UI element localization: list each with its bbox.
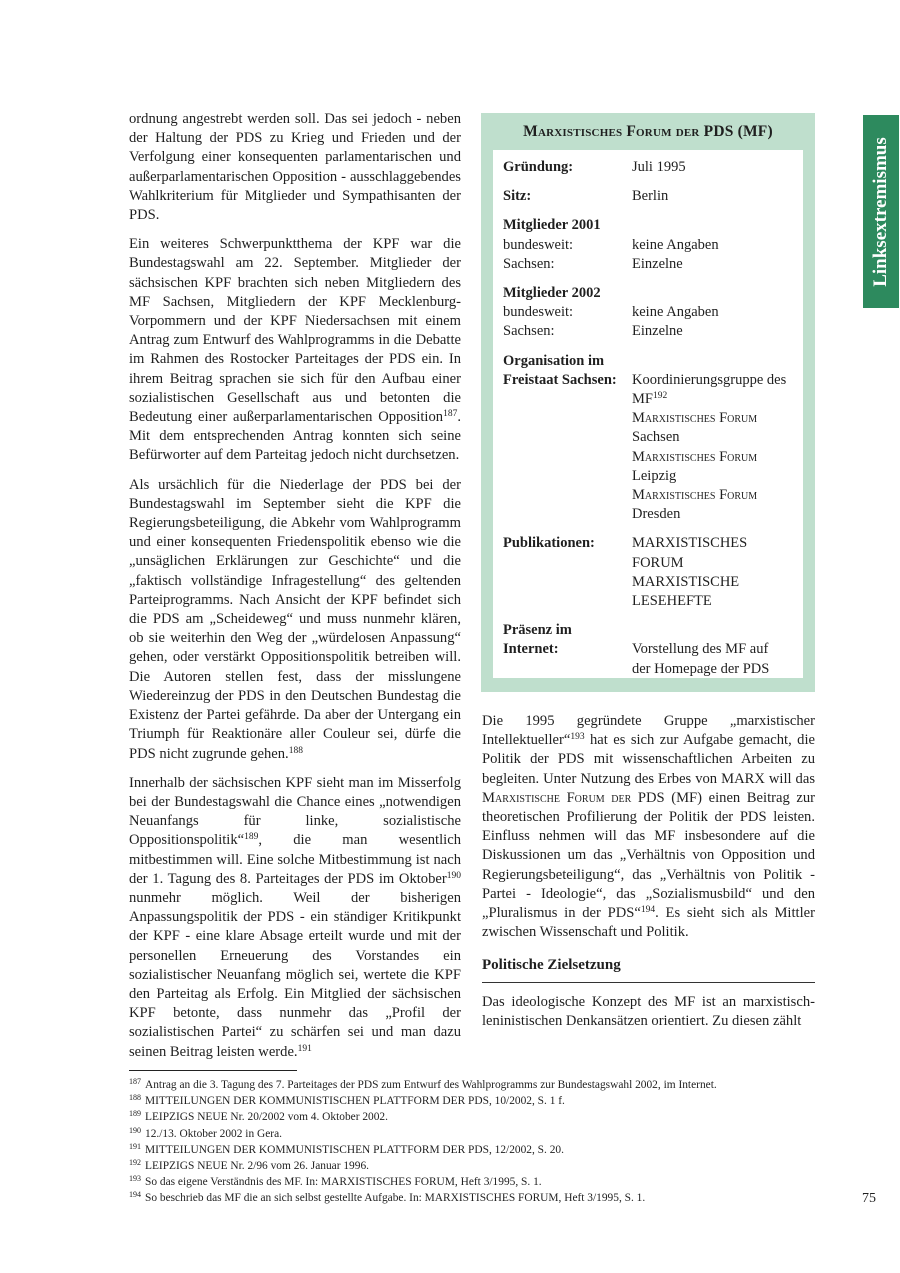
footnote-ref: 194 (640, 905, 656, 916)
section-heading: Politische Zielsetzung (482, 956, 815, 982)
field-label: Gründung: (503, 159, 574, 175)
section-label: Mitglieder 2002 (503, 285, 601, 302)
field-label: Publikationen: (503, 535, 595, 552)
field-label: Sachsen: (503, 255, 555, 272)
footnote: $^{190}$ 12./13. Oktober 2002 in Gera. (129, 1125, 282, 1140)
footnote: $^{193}$ So das eigene Verständnis des MF. In: MARXISTISCHES FORUM, Heft 3/1995, S. 1. (129, 1174, 542, 1189)
paragraph: Als ursächlich für die Niederlage der PDS bei der Bundestagswahl im September sieht die KPF die Regierungsbeteiligung, die Abkehr vom Wahlprogramm und einer konsequenten Friedenspolitik ebenso wie die „unsäglichen Erklärungen zur Geschichte“ und die „faktisch vollständige Infragestellung“ des geltenden Parteiprogramms. Nach Ansicht der KPF befindet sich die PDS am „Scheideweg“ und muss nunmehr klären, ob sie weiterhin den Weg der „würdelosen Anpassung“ gehen, oder verstärkt Oppositionspolitik betreiben will. Die Autoren stellen fest, dass der misslungene Wiedereinzug der PDS in den Deutschen Bundestag die Existenz der Partei gefährde. Da aber der Untergang ein Triumph für Reaktionäre aller Couleur sei, dürfe die PDS nicht zugrunde gehen.$^{188}$ (129, 476, 461, 762)
footnotes (129, 1077, 829, 1207)
chapter-tab-label: Linksextremismus (870, 136, 891, 287)
footnote-ref: 190 (446, 870, 461, 881)
info-table (503, 158, 793, 679)
paragraph: ordnung angestrebt werden soll. Das sei jedoch - neben der Haltung der PDS zu Krieg und Frieden und der Verfolgung einer konsequenten parlamentarischen und außerparlamentarischen Opposition - ausschlaggebendes Wahlkriterium für Mitglieder und Sympathisanten der PDS. (129, 111, 461, 224)
paragraph: Das ideologische Konzept des MF ist an marxistisch-leninistischen Denkansätzen orientiert. Zu diesen zählt (482, 993, 815, 1029)
field-value: Berlin (632, 188, 669, 205)
right-column (482, 712, 815, 1031)
field-value: Einzelne (632, 323, 683, 340)
footnote-ref: 187 (443, 409, 458, 420)
field-value: keine Angaben (632, 236, 719, 253)
paragraph: Ein weiteres Schwerpunktthema der KPF war die Bundestagswahl am 22. September. Mitglieder der sächsischen KPF brachten sich neben Mitgliedern des MF Sachsen, Mitgliedern der KPF Mecklenburg-Vorpommern und der KPF Niedersachsen mit einem Antrag zum Entwurf des Wahlprogramms in die Debatte im Rahmen des Rostocker Parteitages der PDS ein. In ihrem Beitrag sprachen sie sich für den Aufbau einer sozialistischen Gesellschaft aus und betonten die Bedeutung einer außerparlamentarischen Opposition$^{187}$. Mit dem entsprechenden Antrag konnten sich seine Befürworter auf dem Parteitag jedoch nicht durchsetzen. (129, 236, 461, 464)
section-label: Mitglieder 2001 (503, 217, 601, 234)
footnote-ref: 191 (297, 1043, 312, 1054)
paragraph: Die 1995 gegründete Gruppe „marxistischer Intellektueller“$^{193}$ hat es sich zur Aufgabe gemacht, die Politik der PDS mit wissenschaftlichen Arbeiten zu begleiten. Unter Nutzung des Erbes von MARX will das Marxistische Forum der PDS (MF) einen Beitrag zur theoretischen Profilierung der Politik der PDS leisten. Einfluss nehmen will das MF insbesondere auf die Diskussionen um das „Verhältnis von Opposition und Regierungsbeteiligung“, das „Verhältnis von Politik - Partei - Ideologie“, das „Sozialismusbild“ und den „Pluralismus in der PDS“$^{194}$. Es sieht sich als Mittler zwischen Wissenschaft und Politik. (482, 713, 815, 941)
footnote-ref: 193 (570, 732, 585, 743)
info-box-content (493, 150, 803, 678)
chapter-tab (863, 115, 899, 308)
field-value: Vorstellung des MF auf der Homepage der PDS (632, 641, 770, 677)
field-label: Sachsen: (503, 323, 555, 340)
footnote: $^{187}$ Antrag an die 3. Tagung des 7. Parteitages der PDS zum Entwurf des Wahlprogramms zur Bundestagswahl 2002, im Internet. (129, 1077, 717, 1091)
footnote-divider (129, 1070, 297, 1071)
footnote-ref: 188 (288, 745, 303, 756)
paragraph: Innerhalb der sächsischen KPF sieht man im Misserfolg bei der Bundestagswahl die Chance eines „notwendigen Neuanfangs für linke, sozialistische Oppositionspolitik“$^{189}$, die man wesentlich mitbestimmen will. Eine solche Mitbestimmung ist nach der 1. Tagung des 8. Parteitages der PDS im Oktober$^{190}$ nunmehr möglich. Weil der bisherigen Anpassungspolitik der PDS - ein ständiger Kritikpunkt der KPF - eine klare Absage erteilt wurde und mit der personellen Erneuerung des Vorstandes ein sozialistischer Neuanfang möglich sei, wertete die KPF den Parteitag als Erfolg. Ein Mitglied der sächsischen KPF betonte, dass nunmehr das „Profil der sozialistischen Partei“ zu schärfen sei und man dazu seinen Beitrag leisten werde.$^{191}$ (129, 774, 461, 1060)
info-box (481, 113, 815, 692)
footnote: $^{189}$ LEIPZIGS NEUE Nr. 20/2002 vom 4. Oktober 2002. (129, 1109, 388, 1124)
field-label: Sitz: (503, 188, 532, 205)
field-value: Einzelne (632, 255, 683, 272)
page-number: 75 (862, 1191, 876, 1206)
footnote: $^{192}$ LEIPZIGS NEUE Nr. 2/96 vom 26. Januar 1996. (129, 1158, 369, 1173)
footnote-ref: 192 (652, 391, 668, 402)
field-value: Koordinierungsgruppe des MF$^{192}$ Marxistisches Forum Sachsen Marxistisches Forum Leipzig Marxistisches Forum Dresden (632, 371, 787, 523)
info-box-title: Marxistisches Forum der PDS (MF) (523, 123, 773, 140)
footnote-ref: 189 (244, 832, 259, 843)
field-label: bundesweit: (503, 236, 574, 253)
field-label: Präsenz im Internet: (503, 622, 572, 658)
field-value: MARXISTISCHES FORUM MARXISTISCHE LESEHEFTE (632, 535, 748, 610)
field-value: Juli 1995 (632, 159, 686, 175)
footnote: $^{188}$ MITTEILUNGEN DER KOMMUNISTISCHEN PLATTFORM DER PDS, 10/2002, S. 1 f. (129, 1093, 565, 1108)
field-value: keine Angaben (632, 304, 719, 321)
footnote: $^{191}$ MITTEILUNGEN DER KOMMUNISTISCHEN PLATTFORM DER PDS, 12/2002, S. 20. (129, 1141, 564, 1156)
field-label: bundesweit: (503, 304, 574, 321)
left-column (129, 110, 461, 1072)
field-label: Organisation im Freistaat Sachsen: (503, 352, 617, 388)
footnote: $^{194}$ So beschrieb das MF die an sich selbst gestellte Aufgabe. In: MARXISTISCHES FORUM, Heft 3/1995, S. 1. (129, 1190, 646, 1205)
